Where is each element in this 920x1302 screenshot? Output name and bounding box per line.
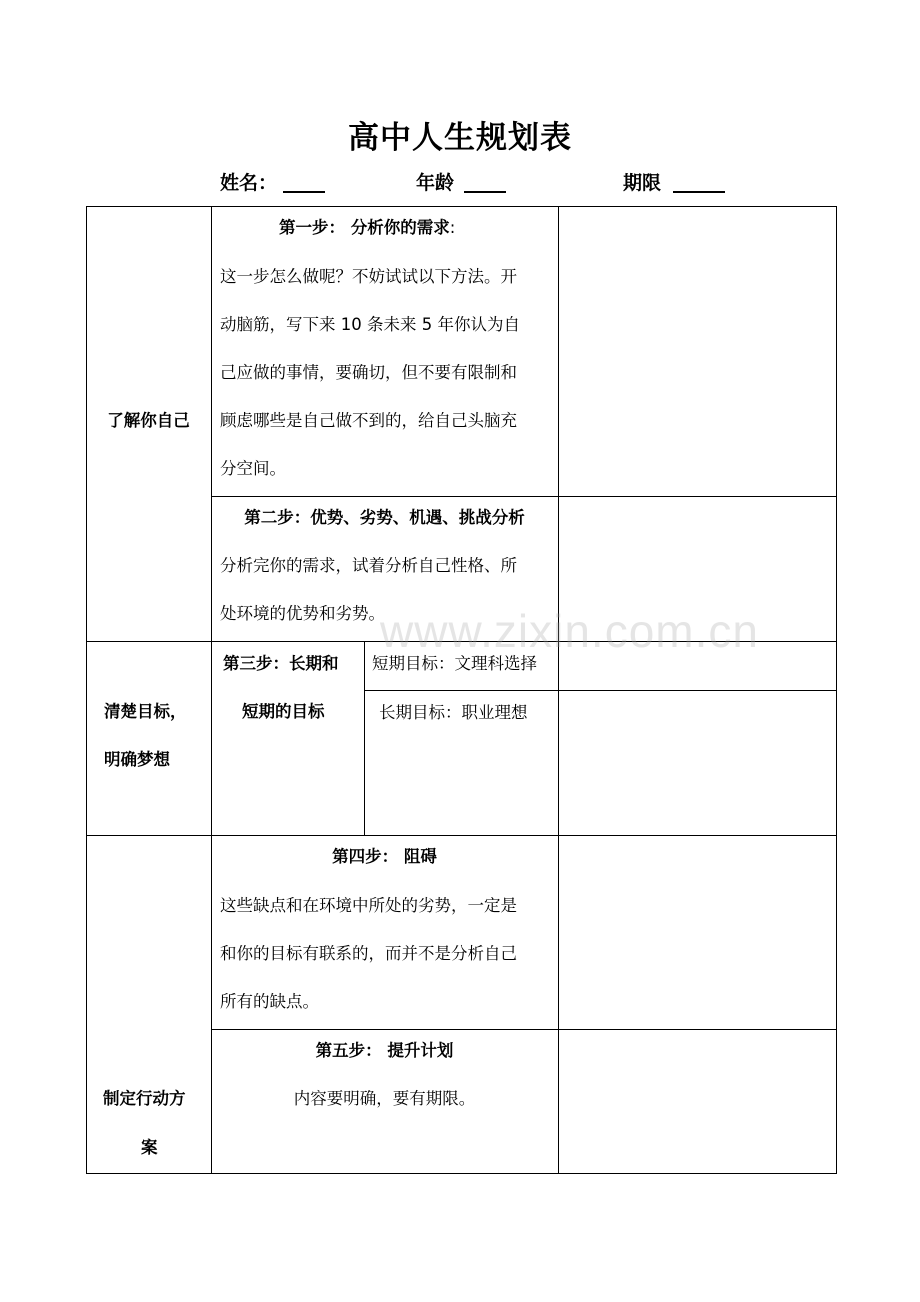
step-heading-text: 第一步： 分析你的需求	[279, 218, 450, 237]
step-heading-line: 第三步：长期和	[223, 654, 339, 673]
step-text-line: 顾虑哪些是自己做不到的，给自己头脑充	[220, 411, 517, 430]
name-blank	[283, 171, 325, 193]
name-label: 姓名：	[220, 172, 278, 194]
step-text-line: 己应做的事情，要确切，但不要有限制和	[220, 363, 517, 382]
period-field	[623, 168, 725, 195]
section-label-line: 案	[141, 1138, 158, 1157]
step-text-line: 所有的缺点。	[220, 992, 319, 1011]
step-heading-colon: :	[449, 218, 456, 237]
step-text-line: 这些缺点和在环境中所处的劣势，一定是	[220, 896, 517, 915]
step-heading: 第四步： 阻碍	[332, 847, 437, 866]
step-text-line: 分析完你的需求，试着分析自己性格、所	[220, 556, 517, 575]
table-border-top	[86, 206, 837, 207]
step-text-line: 这一步怎么做呢？不妨试试以下方法。开	[220, 267, 517, 286]
name-field	[220, 168, 325, 195]
page-title: 高中人生规划表	[348, 120, 572, 156]
period-label: 期限	[623, 172, 662, 194]
age-field	[416, 168, 506, 195]
table-border-left	[86, 206, 87, 1173]
period-blank	[673, 171, 725, 193]
section-label-line: 明确梦想	[104, 750, 170, 769]
step-heading: 第五步： 提升计划	[315, 1041, 454, 1060]
watermark: www.zixin.com.cn	[380, 605, 759, 657]
step-text-line: 处环境的优势和劣势。	[220, 604, 385, 623]
section-label: 了解你自己	[107, 411, 190, 430]
section-label-line: 清楚目标，	[104, 702, 187, 721]
step-text-line: 动脑筋，写下来 10 条未来 5 年你认为自	[220, 315, 520, 334]
table-border-bottom	[86, 1173, 837, 1174]
column-divider	[558, 206, 559, 1173]
section-label-line: 制定行动方	[103, 1089, 186, 1108]
age-blank	[464, 171, 506, 193]
step-text-line: 和你的目标有联系的，而并不是分析自己	[220, 944, 517, 963]
short-term-goal: 短期目标：文理科选择	[372, 654, 537, 673]
step-text-line: 内容要明确，要有期限。	[293, 1089, 476, 1108]
table-border-right	[836, 206, 837, 1173]
age-label: 年龄	[416, 172, 455, 194]
step-heading: 第二步：优势、劣势、机遇、挑战分析	[244, 508, 525, 527]
step-heading	[279, 204, 455, 252]
long-term-goal: 长期目标：职业理想	[379, 703, 528, 722]
step-text-line: 分空间。	[220, 459, 286, 478]
step-heading-line: 短期的目标	[242, 702, 325, 721]
column-divider	[364, 641, 365, 835]
